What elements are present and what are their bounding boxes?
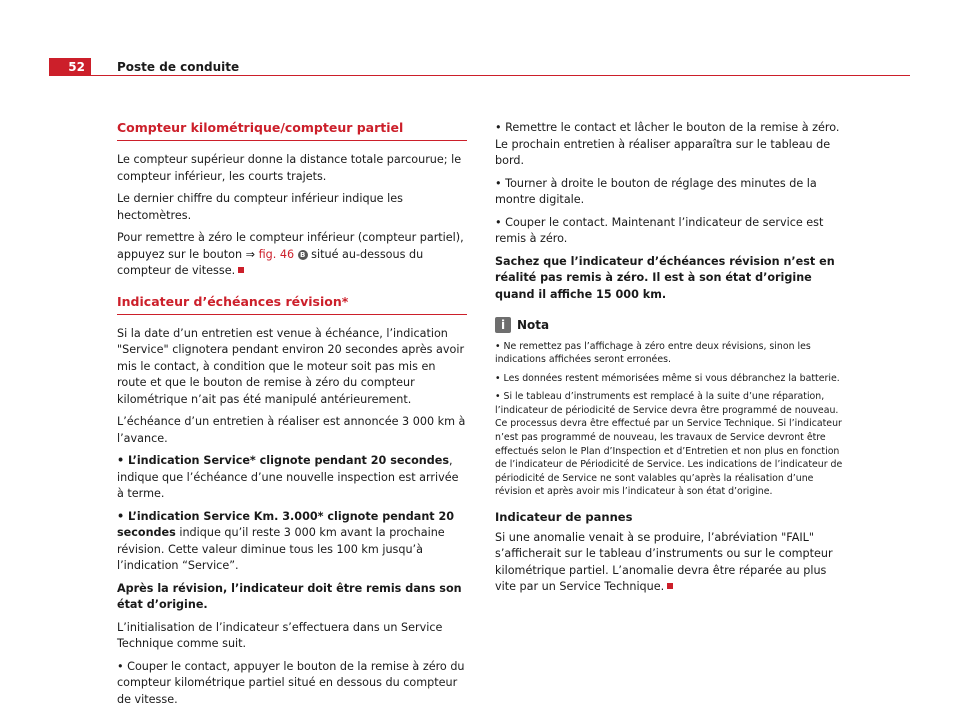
paragraph: Le dernier chiffre du compteur inférieur indique les hectomètres. [117, 192, 403, 222]
paragraph [117, 230, 467, 280]
note-title: Nota [517, 318, 550, 332]
text: indique qu’il reste 3 000 km avant la prochaine révision. Cette valeur diminue tous les 100 km jusqu’à l’indication “Service”. [117, 526, 445, 572]
figure-link[interactable]: fig. 46 [258, 247, 295, 261]
text: Si une anomalie venait à se produire, l’abréviation "FAIL" s’afficherait sur le tableau d’instruments ou sur le compteur kilométrique partiel. L’anomalie devra être réparée au plus vite par un Service Technique. [495, 530, 833, 594]
section-title-compteur: Compteur kilométrique/compteur partiel [117, 120, 467, 141]
header-rule [91, 75, 910, 76]
bullet-item [117, 453, 467, 503]
paragraph: Si la date d’un entretien est venue à échéance, l’indication "Service" clignotera pendant environ 20 secondes après avoir mis le contact, à condition que le moteur soit pas mis en route et que le bouton de remise à zéro du compteur kilométrique n’ait pas été manipulé antérieurement. [117, 326, 465, 406]
info-icon: i [495, 317, 511, 333]
bullet-item [117, 509, 467, 575]
subsection-title-pannes: Indicateur de pannes [495, 510, 633, 525]
bullet-item: • Couper le contact, appuyer le bouton de la remise à zéro du compteur kilométrique partiel situé en dessous du compteur de vitesse. [117, 659, 465, 706]
bold-statement: Sachez que l’indicateur d’échéances révision n’est en réalité pas remis à zéro. Il est à son état d’origine quand il affiche 15 000 km. [495, 254, 835, 301]
note-item: • Les données restent mémorisées même si vous débranchez la batterie. [495, 372, 840, 384]
right-column [495, 120, 845, 602]
text: situé au-dessous du compteur de vitesse. [117, 247, 424, 277]
text: , indique que l’échéance d’une nouvelle inspection est arrivée à terme. [117, 454, 459, 500]
end-mark-icon [238, 267, 244, 273]
bold-statement: Après la révision, l’indicateur doit être remis dans son état d’origine. [117, 581, 462, 611]
callout-b-badge: B [298, 250, 308, 260]
text: Pour remettre à zéro le compteur inférieur (compteur partiel), appuyez sur le bouton ⇒ [117, 231, 464, 261]
left-column [117, 120, 467, 714]
page-number: 52 [49, 58, 91, 76]
paragraph [495, 530, 845, 596]
note-box [495, 317, 845, 499]
paragraph: L’échéance d’un entretien à réaliser est annoncée 3 000 km à l’avance. [117, 415, 466, 445]
section-title-indicateur: Indicateur d’échéances révision* [117, 294, 467, 315]
note-item: • Si le tableau d’instruments est remplacé à la suite d’une réparation, l’indicateur de périodicité de Service devra être programmé de nouveau. Ce processus devra être effectué par un Service Technique. Si l’indicateur n’est pas programmé de nouveau, les travaux de Service devront être effectués selon le Plan d’Inspection et d’Entretien et non plus en fonction de l’indicateur de Périodicité de Service. Les indications de l’indicateur de périodicité de Service ne sont valables qu’après la réalisation d’une révision et après avoir mis l’indicateur à son état d’origine. [495, 391, 843, 498]
chapter-title: Poste de conduite [117, 60, 240, 74]
page-header [49, 58, 910, 76]
bullet-item: • Tourner à droite le bouton de réglage des minutes de la montre digitale. [495, 176, 817, 206]
note-item: • Ne remettez pas l’affichage à zéro entre deux révisions, sinon les indications affichées seront erronées. [495, 340, 811, 366]
end-mark-icon [667, 583, 673, 589]
note-header [495, 317, 845, 334]
bullet-bold: • L’indication Service Km. 3.000* clignote pendant 20 secondes [117, 509, 455, 539]
bullet-bold: • L’indication Service* clignote pendant 20 secondes [117, 454, 450, 467]
paragraph: L’initialisation de l’indicateur s’effectuera dans un Service Technique comme suit. [117, 620, 443, 650]
bullet-item: • Remettre le contact et lâcher le bouton de la remise à zéro. Le prochain entretien à réaliser apparaîtra sur le tableau de bord. [495, 121, 840, 167]
paragraph: Le compteur supérieur donne la distance totale parcourue; le compteur inférieur, les courts trajets. [117, 153, 462, 183]
bullet-item: • Couper le contact. Maintenant l’indicateur de service est remis à zéro. [495, 215, 824, 245]
